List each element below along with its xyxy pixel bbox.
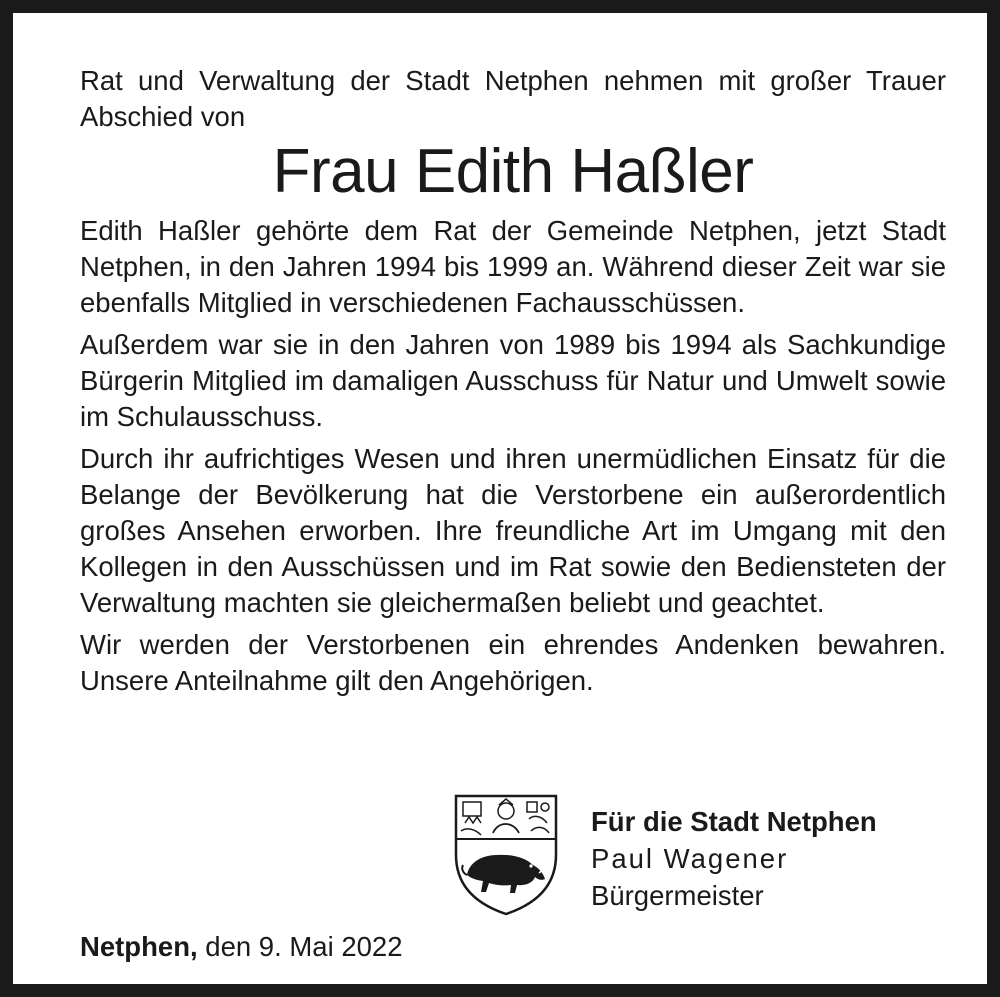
- place-name: Netphen,: [80, 931, 198, 962]
- paragraph-council: Edith Haßler gehörte dem Rat der Gemeinde Netphen, jetzt Stadt Netphen, in den Jahren 1994 bis 1999 an. Während dieser Zeit war sie ebenfalls Mitglied in verschiedenen Fachausschüssen.: [80, 215, 946, 318]
- paragraph-condolence: Wir werden der Verstorbenen ein ehrendes Andenken bewahren. Unsere Anteilnahme gilt den Angehörigen.: [80, 629, 946, 696]
- signature-person: Paul Wagener: [591, 843, 789, 874]
- netphen-coat-of-arms-boar-icon: [453, 793, 559, 917]
- signature-role: Bürgermeister: [591, 880, 764, 911]
- obituary-content: [80, 63, 946, 705]
- signature-block: [453, 793, 953, 918]
- date-text: den 9. Mai 2022: [205, 931, 403, 962]
- signature-org: Für die Stadt Netphen: [591, 806, 877, 837]
- paragraph-character: Durch ihr aufrichtiges Wesen und ihren unermüdlichen Einsatz für die Belange der Bevölkerung hat die Verstorbene ein außerordentlich großes Ansehen erworben. Ihre freundliche Art im Umgang mit den Kollegen in den Ausschüssen und im Rat sowie den Bediensteten der Verwaltung machten sie gleichermaßen beliebt und geachtet.: [80, 443, 946, 618]
- place-date: [80, 929, 403, 965]
- deceased-name: Frau Edith Haßler: [272, 137, 754, 206]
- signature-text: [591, 803, 877, 914]
- intro-text: Rat und Verwaltung der Stadt Netphen nehmen mit großer Trauer Abschied von: [80, 65, 946, 132]
- paragraph-committee: Außerdem war sie in den Jahren von 1989 bis 1994 als Sachkundige Bürgerin Mitglied im damaligen Ausschuss für Natur und Umwelt sowie im Schulausschuss.: [80, 329, 946, 432]
